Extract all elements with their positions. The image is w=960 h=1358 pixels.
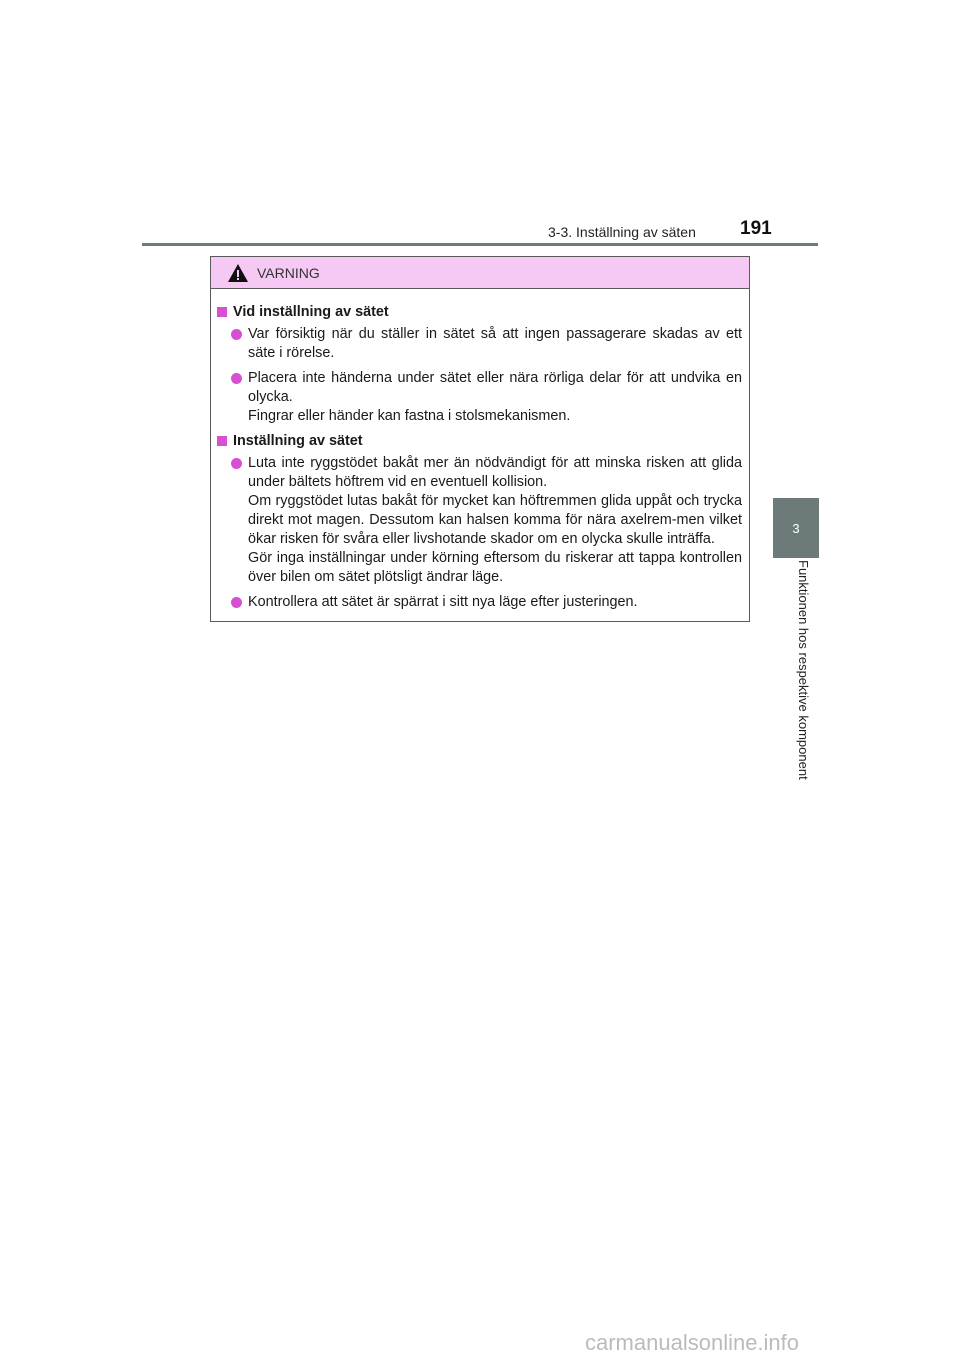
square-bullet-icon: [217, 436, 227, 446]
chapter-tab: [773, 498, 819, 558]
list-item: [231, 454, 742, 587]
header-rule: [142, 243, 818, 246]
bullet-text: Luta inte ryggstödet bakåt mer än nödvändigt för att minska risken att glida under bältets höftrem vid en eventuell kollision.: [248, 455, 742, 490]
list-item: [231, 325, 742, 363]
warning-body: [211, 289, 749, 612]
square-bullet-icon: [217, 307, 227, 317]
warning-label: VARNING: [257, 264, 320, 281]
section-heading: [217, 303, 742, 322]
header-section-title: 3-3. Inställning av säten: [548, 224, 696, 240]
bullet-text: Placera inte händerna under sätet eller nära rörliga delar för att undvika en olycka.: [248, 370, 742, 405]
section-heading-text: Vid inställning av sätet: [233, 304, 389, 320]
list-item: [231, 593, 742, 612]
warning-header: [211, 257, 749, 289]
chapter-number: 3: [792, 520, 800, 536]
bullet-text: Gör inga inställningar under körning eftersom du riskerar att tappa kontrollen över bilen om sätet plötsligt ändrar läge.: [248, 550, 742, 585]
watermark: carmanualsonline.info: [585, 1330, 800, 1355]
page-number: 191: [740, 218, 772, 239]
bullet-text: Fingrar eller händer kan fastna i stolsmekanismen.: [248, 408, 571, 424]
warning-triangle-icon: [227, 263, 249, 283]
bullet-text: Kontrollera att sätet är spärrat i sitt nya läge efter justeringen.: [248, 594, 638, 610]
chapter-side-title: Funktionen hos respektive komponent: [796, 560, 811, 780]
round-bullet-icon: [231, 329, 242, 340]
round-bullet-icon: [231, 458, 242, 469]
section-heading-text: Inställning av sätet: [233, 433, 363, 449]
warning-box: [210, 256, 750, 622]
bullet-text: Var försiktig när du ställer in sätet så att ingen passagerare skadas av ett säte i rörelse.: [248, 326, 742, 361]
bullet-text: Om ryggstödet lutas bakåt för mycket kan höftremmen glida uppåt och trycka direkt mot magen. Dessutom kan halsen komma för nära axelrem-men vilket ökar risken för svåra eller livshotande skador om en olycka skulle inträffa.: [248, 493, 742, 547]
round-bullet-icon: [231, 373, 242, 384]
round-bullet-icon: [231, 597, 242, 608]
list-item: [231, 369, 742, 426]
section-heading: [217, 432, 742, 451]
